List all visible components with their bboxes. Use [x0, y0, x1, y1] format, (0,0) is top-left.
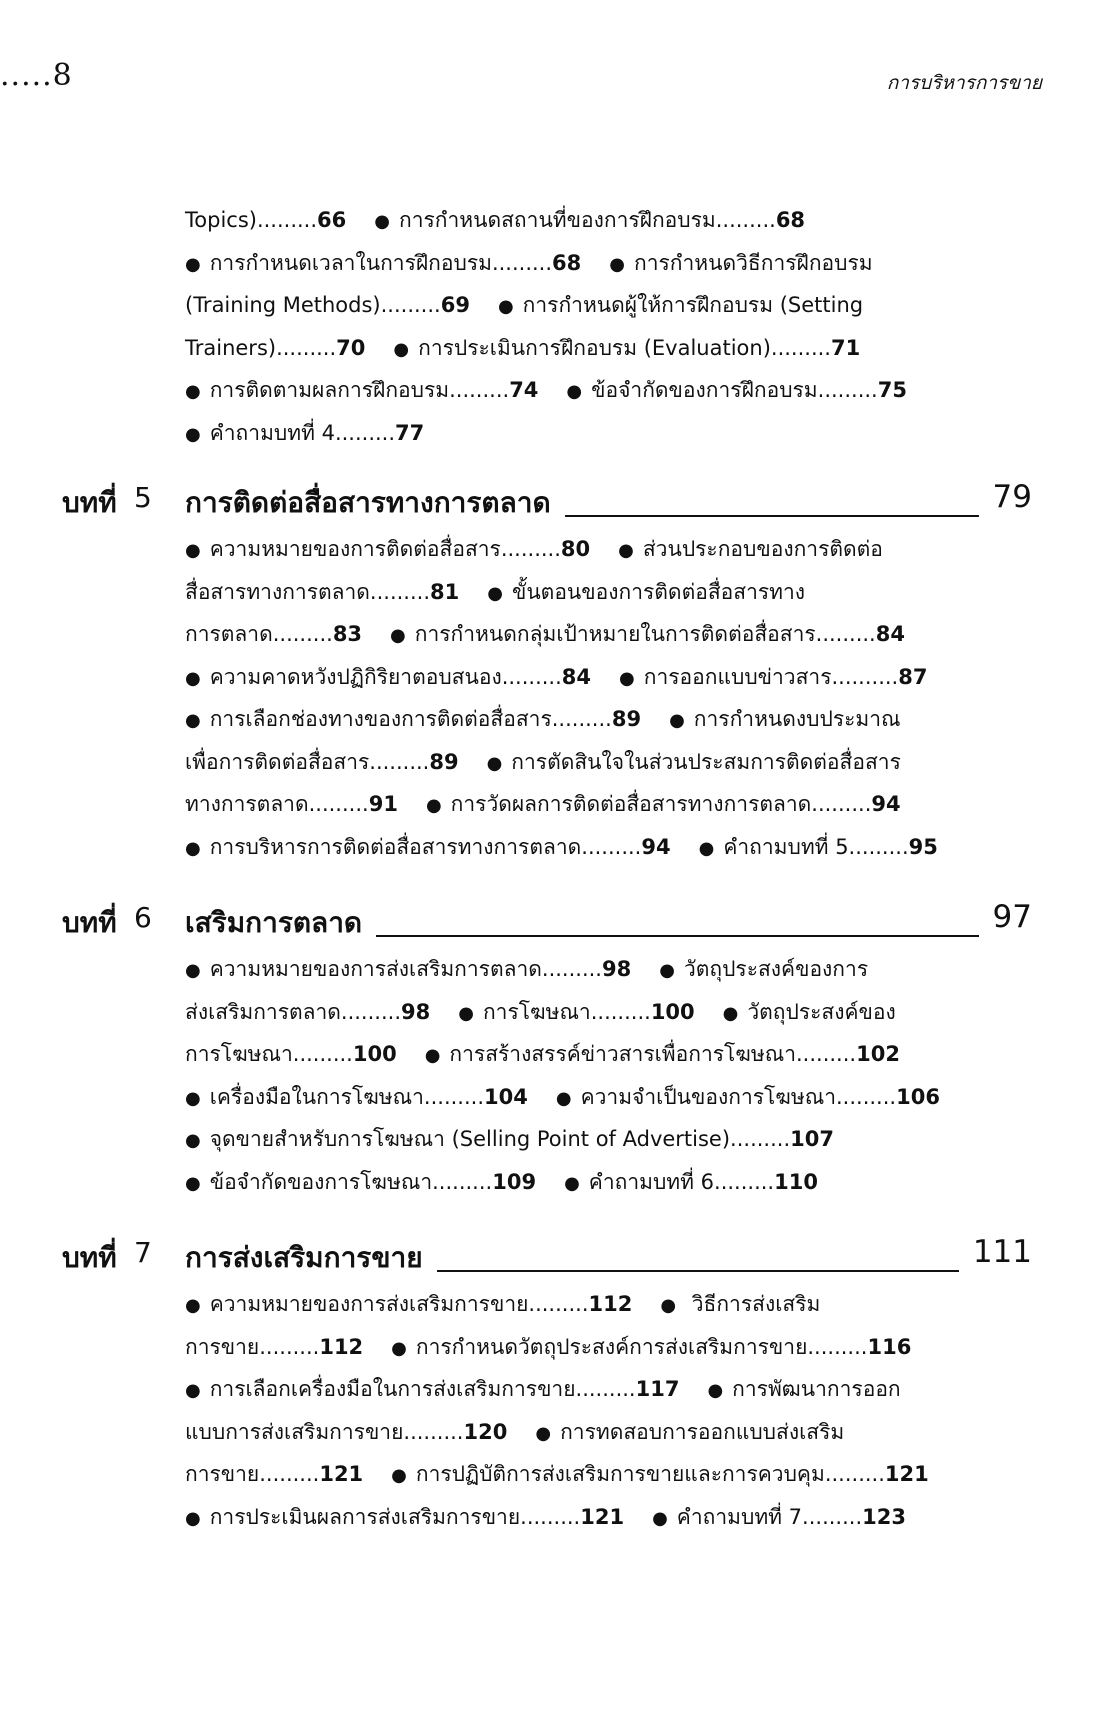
toc-entry[interactable] — [185, 1170, 536, 1194]
toc-line — [185, 657, 1055, 700]
toc-entry-text: ความหมายของการติดต่อสื่อสาร......... — [209, 537, 561, 561]
toc-entry-text: Trainers)......... — [185, 335, 337, 360]
bullet-icon: ● — [535, 1422, 552, 1444]
toc-entry-page: 81 — [430, 579, 460, 604]
toc-entry-text: ความหมายของการส่งเสริมการขาย......... — [209, 1292, 589, 1316]
toc-line — [185, 1497, 1055, 1540]
toc-entry[interactable] — [185, 1420, 507, 1444]
toc-line — [185, 285, 1055, 328]
toc-entry-page: 66 — [317, 208, 347, 232]
toc-line — [185, 200, 1055, 243]
toc-entry[interactable] — [660, 1292, 820, 1316]
toc-entry-text: การขาย......... — [185, 1334, 320, 1359]
bullet-icon: ● — [707, 1380, 724, 1401]
toc-entry-page: 100 — [352, 1042, 397, 1066]
toc-entry-text: การเลือกช่องทางของการติดต่อสื่อสาร......... — [209, 707, 612, 731]
toc-entry-text: วัตถุประสงค์ของการ — [683, 957, 869, 981]
running-title: การบริหารการขาย — [886, 72, 1042, 94]
toc-entry-text: การกำหนดสถานที่ของการฝึกอบรม......... — [398, 208, 776, 232]
chapter-title: เสริมการตลาด — [185, 906, 363, 939]
toc-entry[interactable] — [487, 750, 901, 774]
toc-entry-text: (Training Methods)......... — [185, 293, 441, 317]
chapter-heading[interactable] — [0, 1214, 1102, 1284]
toc-entry[interactable] — [498, 293, 863, 317]
chapter-entries — [185, 1284, 1055, 1539]
chapter-page: 79 — [992, 479, 1032, 515]
toc-entry[interactable] — [566, 378, 907, 402]
chapter-heading[interactable] — [0, 879, 1102, 949]
toc-entry-page: 89 — [611, 707, 642, 731]
toc-entry[interactable] — [185, 1000, 430, 1024]
toc-entry-text: คำถามบทที่ 6......... — [588, 1169, 775, 1194]
chapter-entries — [185, 529, 1055, 869]
toc-entry[interactable] — [185, 1462, 363, 1486]
toc-entry-page: 117 — [635, 1377, 680, 1401]
toc-entry[interactable] — [723, 1000, 896, 1024]
toc-entry[interactable] — [185, 750, 459, 774]
toc-entry-page: 121 — [319, 1462, 364, 1486]
toc-entry[interactable] — [391, 1335, 911, 1359]
toc-entry-page: 94 — [641, 834, 671, 859]
toc-entry[interactable] — [707, 1377, 900, 1401]
toc-entry-text: การวัดผลการติดต่อสื่อสารทางการตลาด......... — [450, 792, 872, 816]
chapter-title: การส่งเสริมการขาย — [185, 1241, 423, 1274]
toc-entry-page: 94 — [871, 792, 901, 816]
toc-entry[interactable] — [535, 1420, 844, 1444]
toc-entry[interactable] — [390, 622, 905, 646]
bullet-icon: ● — [486, 752, 503, 774]
toc-entry-text: ความจำเป็นของการโฆษณา......... — [580, 1084, 897, 1109]
bullet-icon: ● — [497, 296, 514, 317]
toc-line — [185, 1369, 1055, 1412]
toc-line — [185, 992, 1055, 1035]
toc-entry[interactable] — [669, 707, 900, 731]
bullet-icon: ● — [660, 1295, 677, 1316]
intro-entries — [185, 200, 1055, 455]
toc-entry[interactable] — [556, 1085, 940, 1109]
toc-entry-text: เพื่อการติดต่อสื่อสาร......... — [185, 749, 430, 774]
toc-line — [185, 243, 1055, 286]
toc-entry[interactable] — [458, 1000, 694, 1024]
toc-entry-text: การเลือกเครื่องมือในการส่งเสริมการขาย......... — [209, 1377, 636, 1401]
toc-entry[interactable] — [185, 537, 590, 561]
toc-entry-text: การประเมินการฝึกอบรม (Evaluation)......... — [418, 335, 831, 360]
bullet-icon: ● — [185, 710, 201, 731]
toc-line — [185, 413, 1055, 456]
bullet-icon: ● — [185, 667, 201, 689]
toc-line — [185, 1412, 1055, 1455]
toc-entry[interactable] — [699, 835, 938, 859]
toc-entry-text: เครื่องมือในการโฆษณา......... — [209, 1084, 485, 1109]
toc-entry[interactable] — [619, 665, 927, 689]
toc-line — [185, 1454, 1055, 1497]
chapter-page: 111 — [972, 1234, 1032, 1270]
toc-entry-page: 98 — [401, 999, 431, 1024]
chapter-label: บทที่ — [62, 906, 117, 939]
bullet-icon: ● — [424, 1045, 441, 1066]
toc-entry[interactable] — [185, 1085, 528, 1109]
toc-entry-text: การพัฒนาการออก — [732, 1377, 901, 1401]
toc-entry-text: คำถามบทที่ 7......... — [676, 1504, 863, 1529]
toc-entry-page: 84 — [875, 622, 905, 646]
toc-entry-text: วัตถุประสงค์ของ — [747, 999, 896, 1024]
chapter-leader-rule — [437, 1270, 959, 1272]
bullet-icon: ● — [618, 540, 634, 561]
toc-entry-text: การกำหนดกลุ่มเป้าหมายในการติดต่อสื่อสาร......... — [414, 622, 876, 646]
toc-line — [185, 1162, 1055, 1205]
chapter-number: 6 — [134, 901, 152, 934]
toc-entry-page: 109 — [492, 1169, 537, 1194]
bullet-icon: ● — [185, 1172, 201, 1194]
toc-entry-page: 71 — [830, 335, 861, 360]
chapter-heading[interactable] — [0, 459, 1102, 529]
toc-entry-text: การติดตามผลการฝึกอบรม......... — [209, 378, 510, 402]
toc-entry-page: 75 — [877, 378, 907, 402]
bullet-icon: ● — [609, 253, 625, 275]
toc-line — [185, 1119, 1055, 1162]
toc-entry-page: 121 — [884, 1462, 929, 1486]
toc-entry-page: 91 — [368, 792, 398, 816]
page-number: .....8 — [0, 58, 73, 93]
chapter-title: การติดต่อสื่อสารทางการตลาด — [185, 486, 551, 519]
toc-entry[interactable] — [374, 208, 805, 232]
toc-entry-text: การกำหนดวัตถุประสงค์การส่งเสริมการขาย......... — [415, 1334, 868, 1359]
toc-entry-text: ทางการตลาด......... — [185, 792, 369, 816]
toc-line — [185, 370, 1055, 413]
toc-entry[interactable] — [659, 957, 868, 981]
toc-entry-text: วิธีการส่งเสริม — [685, 1292, 821, 1316]
toc-entry-page: 95 — [908, 834, 938, 859]
toc-entry-text: Topics)......... — [185, 208, 318, 232]
toc-entry-page: 68 — [552, 250, 582, 275]
toc-entry[interactable] — [618, 537, 883, 561]
chapter-number: 5 — [134, 481, 152, 514]
bullet-icon: ● — [185, 960, 201, 981]
toc-entry-text: การสร้างสรรค์ข่าวสารเพื่อการโฆษณา......... — [449, 1042, 857, 1066]
chapter-entries — [185, 949, 1055, 1204]
toc-line — [185, 1284, 1055, 1327]
chapter-label: บทที่ — [62, 1241, 117, 1274]
bullet-icon: ● — [185, 381, 201, 402]
toc-entry-text: การปฏิบัติการส่งเสริมการขายและการควบคุม......... — [415, 1462, 885, 1486]
toc-entry-page: 77 — [395, 420, 425, 445]
bullet-icon: ● — [564, 1172, 580, 1194]
toc-entry-text: แบบการส่งเสริมการขาย......... — [185, 1419, 464, 1444]
toc-entry[interactable] — [185, 1335, 363, 1359]
toc-entry[interactable] — [609, 251, 872, 275]
toc-entry-page: 110 — [774, 1169, 818, 1194]
toc-entry-text: ความคาดหวังปฏิกิริยาตอบสนอง......... — [209, 664, 562, 689]
bullet-icon: ● — [185, 253, 201, 275]
toc-entry[interactable] — [185, 665, 591, 689]
toc-entry[interactable] — [426, 792, 901, 816]
toc-line — [185, 784, 1055, 827]
toc-entry-text: การออกแบบข่าวสาร.......... — [643, 664, 899, 689]
bullet-icon: ● — [185, 1507, 201, 1529]
chapter-page: 97 — [992, 899, 1032, 935]
bullet-icon: ● — [458, 1002, 474, 1024]
toc-entry[interactable] — [391, 1462, 929, 1486]
toc-entry[interactable] — [185, 792, 398, 816]
bullet-icon: ● — [487, 582, 503, 604]
toc-entry-page: 87 — [898, 664, 928, 689]
bullet-icon: ● — [659, 960, 675, 981]
toc-entry-page: 68 — [775, 208, 806, 232]
bullet-icon: ● — [185, 1380, 201, 1401]
bullet-icon: ● — [185, 540, 201, 561]
toc-entry-page: 112 — [588, 1292, 633, 1316]
toc-entry-text: การกำหนดงบประมาณ — [693, 707, 901, 731]
toc-entry-page: 100 — [650, 999, 695, 1024]
bullet-icon: ● — [391, 1337, 407, 1359]
chapter-leader-rule — [376, 935, 979, 937]
toc-entry-page: 74 — [509, 378, 539, 402]
toc-line — [185, 699, 1055, 742]
toc-entry-page: 89 — [429, 749, 459, 774]
toc-entry-text: จุดขายสำหรับการโฆษณา (Selling Point of Advertise)......... — [209, 1127, 791, 1151]
toc-entry-text: ข้อจำกัดของการฝึกอบรม......... — [591, 378, 878, 402]
toc-entry-page: 112 — [319, 1334, 364, 1359]
toc-entry-page: 70 — [336, 335, 366, 360]
toc-entry-page: 123 — [862, 1504, 906, 1529]
toc-entry-text: การกำหนดผู้ให้การฝึกอบรม (Setting — [522, 293, 864, 317]
toc-entry-page: 106 — [896, 1084, 940, 1109]
toc-entry[interactable] — [185, 293, 470, 317]
toc-entry[interactable] — [185, 1505, 624, 1529]
toc-entry-page: 104 — [484, 1084, 528, 1109]
toc-entry-page: 69 — [440, 293, 470, 317]
toc-entry[interactable] — [185, 1127, 834, 1151]
toc-line — [185, 572, 1055, 615]
toc-entry-text: การทดสอบการออกแบบส่งเสริม — [560, 1419, 845, 1444]
bullet-icon: ● — [669, 710, 685, 731]
bullet-icon: ● — [390, 625, 406, 646]
toc-line — [185, 742, 1055, 785]
toc-entry-text: การขาย......... — [185, 1462, 320, 1486]
toc-entry[interactable] — [185, 622, 362, 646]
toc-entry-text: การโฆษณา......... — [185, 1042, 353, 1066]
bullet-icon: ● — [393, 338, 410, 360]
bullet-icon: ● — [652, 1507, 668, 1529]
toc-entry[interactable] — [564, 1170, 818, 1194]
bullet-icon: ● — [722, 1002, 739, 1024]
bullet-icon: ● — [425, 795, 442, 816]
bullet-icon: ● — [566, 381, 583, 402]
toc-line — [185, 614, 1055, 657]
toc-line — [185, 949, 1055, 992]
toc-entry[interactable] — [185, 1377, 679, 1401]
chapter-label: บทที่ — [62, 486, 117, 519]
toc-entry[interactable] — [185, 251, 581, 275]
bullet-icon: ● — [619, 667, 635, 689]
toc-entry[interactable] — [393, 336, 860, 360]
toc-entry-text: การกำหนดวิธีการฝึกอบรม — [634, 250, 873, 275]
toc-entry-text: การตลาด......... — [185, 622, 333, 646]
toc-entry-text: การบริหารการติดต่อสื่อสารทางการตลาด......... — [209, 834, 642, 859]
toc-entry-page: 107 — [790, 1127, 834, 1151]
toc-entry[interactable] — [185, 835, 671, 859]
toc-content — [0, 200, 1102, 1545]
toc-entry-text: ขั้นตอนของการติดต่อสื่อสารทาง — [511, 579, 806, 604]
toc-entry[interactable] — [425, 1042, 900, 1066]
bullet-icon: ● — [698, 837, 715, 859]
toc-entry-page: 83 — [332, 622, 363, 646]
toc-entry[interactable] — [185, 1042, 397, 1066]
toc-entry-text: ส่วนประกอบของการติดต่อ — [642, 537, 883, 561]
toc-entry-text: การตัดสินใจในส่วนประสมการติดต่อสื่อสาร — [511, 749, 901, 774]
bullet-icon: ● — [374, 211, 390, 232]
toc-line — [185, 1034, 1055, 1077]
toc-entry[interactable] — [185, 1292, 632, 1316]
toc-entry-page: 84 — [561, 664, 592, 689]
toc-entry-text: คำถามบทที่ 5......... — [723, 834, 909, 859]
toc-line — [185, 328, 1055, 371]
toc-entry-page: 116 — [867, 1334, 912, 1359]
toc-entry[interactable] — [185, 580, 459, 604]
bullet-icon: ● — [391, 1465, 407, 1486]
toc-entry-page: 121 — [580, 1504, 625, 1529]
toc-entry-text: การกำหนดเวลาในการฝึกอบรม......... — [209, 250, 553, 275]
toc-entry-text: สื่อสารทางการตลาด......... — [185, 579, 431, 604]
bullet-icon: ● — [185, 1295, 201, 1316]
toc-line — [185, 529, 1055, 572]
toc-line — [185, 1077, 1055, 1120]
toc-entry[interactable] — [185, 378, 538, 402]
toc-entry-text: ความหมายของการส่งเสริมการตลาด......... — [209, 957, 602, 981]
toc-entry[interactable] — [487, 580, 805, 604]
toc-entry-text: ข้อจำกัดของการโฆษณา......... — [209, 1169, 493, 1194]
chapter-number: 7 — [134, 1236, 152, 1269]
toc-entry[interactable] — [185, 421, 424, 445]
toc-entry-text: การประเมินผลการส่งเสริมการขาย......... — [209, 1504, 581, 1529]
toc-entry[interactable] — [185, 957, 631, 981]
bullet-icon: ● — [185, 423, 201, 445]
bullet-icon: ● — [185, 837, 201, 859]
toc-entry-page: 120 — [463, 1419, 508, 1444]
toc-entry-text: คำถามบทที่ 4......... — [209, 420, 396, 445]
toc-entry-text: การโฆษณา......... — [482, 999, 651, 1024]
toc-entry-page: 102 — [856, 1042, 900, 1066]
toc-entry-page: 80 — [560, 537, 591, 561]
toc-entry[interactable] — [652, 1505, 906, 1529]
toc-entry[interactable] — [185, 208, 346, 232]
bullet-icon: ● — [185, 1087, 201, 1109]
toc-entry[interactable] — [185, 707, 641, 731]
toc-entry-page: 98 — [601, 957, 632, 981]
chapters-list — [0, 459, 1102, 1545]
chapter-leader-rule — [565, 515, 979, 517]
bullet-icon: ● — [185, 1130, 201, 1151]
bullet-icon: ● — [555, 1087, 572, 1109]
toc-entry-text: ส่งเสริมการตลาด......... — [185, 999, 401, 1024]
toc-line — [185, 1327, 1055, 1370]
toc-entry[interactable] — [185, 336, 365, 360]
toc-line — [185, 827, 1055, 870]
